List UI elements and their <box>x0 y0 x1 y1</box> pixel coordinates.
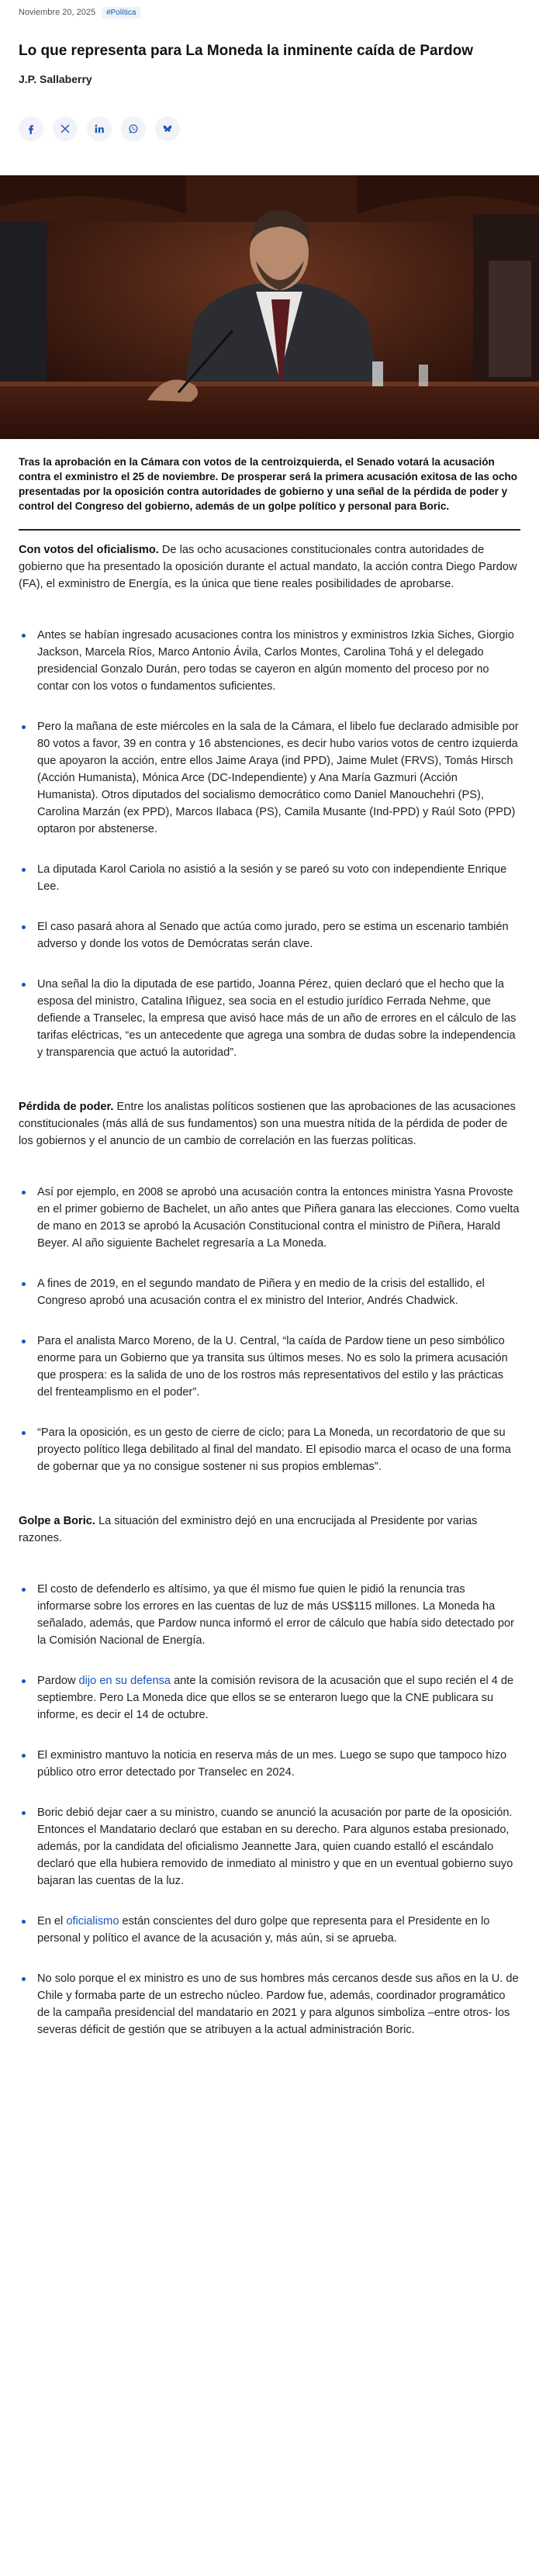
list-item: Para el analista Marco Moreno, de la U. Central, “la caída de Pardow tiene un peso simbólico enorme para un Gobierno que ya transita sus últimos meses. No es solo la primera acusación que prospera: es la salida de uno de los rostros más representativos del estilo y las prácticas del frenteamplismo en el poder”. <box>19 1333 520 1401</box>
list-item: Así por ejemplo, en 2008 se aprobó una acusación contra la entonces ministra Yasna Provoste en el primer gobierno de Bachelet, un año antes que Piñera ganara las elecciones. Como vuelta de mano en 2013 se aprobó la Acusación Constitucional contra el ministro de Piñera, Harald Beyer. Al año siguiente Bachelet regresaría a La Moneda. <box>19 1184 520 1252</box>
list-item: A fines de 2019, en el segundo mandato de Piñera y en medio de la crisis del estallido, el Congreso aprobó una acusación contra el ex ministro del Interior, Andrés Chadwick. <box>19 1275 520 1309</box>
list-item: No solo porque el ex ministro es uno de sus hombres más cercanos desde sus años en la U. de Chile y formaba parte de un estrecho núcleo. Pardow fue, además, coordinador programático de la campaña presidencial del mandatario en 2021 y para algunos simboliza –entre otros- los severas déficit de gestión que se atribuyen a la actual administración Boric. <box>19 1970 520 2038</box>
section-golpe-a-boric <box>19 1513 520 1547</box>
bullet-list <box>19 627 520 1061</box>
category-tag[interactable]: #Política <box>102 7 140 19</box>
text-before-link: En el <box>37 1915 67 1928</box>
text-after-link: están conscientes del duro golpe que representa para el Presidente en lo personal y político el avance de la acusación y, más aún, si se aprueba. <box>37 1915 490 1945</box>
section-text: Entre los analistas políticos sostienen que las aprobaciones de las acusaciones constitucionales (más allá de sus fundamentos) son una muestra nítida de la pérdida de poder de los gobiernos y el anuncio de un cambio de correlación en las fuerzas políticas. <box>19 1101 516 1147</box>
section-heading: Pérdida de poder. <box>19 1101 114 1113</box>
bluesky-icon <box>162 123 173 134</box>
list-item: El caso pasará ahora al Senado que actúa como jurado, pero se estima un escenario también adverso y donde los votos de Demócratas serán clave. <box>19 918 520 953</box>
author-name[interactable]: J.P. Sallaberry <box>19 73 92 85</box>
facebook-share-button[interactable] <box>19 116 43 141</box>
bluesky-share-button[interactable] <box>155 116 180 141</box>
list-item: La diputada Karol Cariola no asistió a la sesión y se pareó su voto con independiente Enrique Lee. <box>19 861 520 895</box>
section-text: La situación del exministro dejó en una encrucijada al Presidente por varias razones. <box>19 1515 478 1544</box>
text-after-link: ante la comisión revisora de la acusación que el supo recién el 4 de septiembre. Pero La Moneda dice que ellos se se enteraron luego que la CNE publicara su informe, es decir el 14 de octubre. <box>37 1675 514 1721</box>
x-share-button[interactable] <box>53 116 78 141</box>
list-item: El exministro mantuvo la noticia en reserva más de un mes. Luego se supo que tampoco hizo público otro error detectado por Transelec en 2024. <box>19 1747 520 1781</box>
list-item: Pero la mañana de este miércoles en la sala de la Cámara, el libelo fue declarado admisible por 80 votos a favor, 39 en contra y 16 abstenciones, es decir hubo varios votos de centro izquierda que apoyaron la acción, entre ellos Jaime Araya (ind PPD), Jaime Mulet (FRVS), Tomás Hirsch (Acción Humanista), Mónica Arce (DC-Independiente) y Ana María Gazmuri (Acción Humanista). Otros diputados del socialismo democrático como Daniel Manouchehri (PS), Carolina Marzán (ex PPD), Marcos Ilabaca (PS), Camila Musante (Ind-PPD) y Raúl Soto (PPD) optaron por abstenerse. <box>19 718 520 838</box>
section-oficialismo <box>19 541 520 593</box>
list-item: Antes se habían ingresado acusaciones contra los ministros y exministros Izkia Siches, Giorgio Jackson, Marcela Ríos, Marco Antonio Ávila, Carlos Montes, Carolina Tohá y el delegado presidencial Gonzalo Durán, pero todas se cayeron en algún momento del proceso por no contar con los votos o fundamentos suficientes. <box>19 627 520 695</box>
x-icon <box>60 123 71 134</box>
list-item: Una señal la dio la diputada de ese partido, Joanna Pérez, quien declaró que el hecho que la esposa del ministro, Catalina Iñiguez, sea socia en el estudio jurídico Ferrada Nehme, que defiende a Transelec, la empresa que avisó hace más de un año de errores en el cálculo de las tarifas eléctricas, “es un antecedente que agrega una sombra de dudas sobre la independencia y transparencia que actuó la autoridad”. <box>19 976 520 1061</box>
linkedin-icon <box>94 123 105 134</box>
article-title: Lo que representa para La Moneda la inminente caída de Pardow <box>19 43 473 59</box>
list-item: El costo de defenderlo es altísimo, ya que él mismo fue quien le pidió la renuncia tras informarse sobre los errores en las cuentas de luz de más US$115 millones. La Moneda ha señalado, además, que Pardow nunca informó el error de cálculo que había sido detectado por la Comisión Nacional de Energía. <box>19 1581 520 1649</box>
facebook-icon <box>26 123 36 134</box>
publish-date: Noviembre 20, 2025 <box>19 8 96 17</box>
article-lead: Tras la aprobación en la Cámara con votos de la centroizquierda, el Senado votará la acusación contra el exministro el 25 de noviembre. De prosperar será la primera acusación exitosa de las ocho presentadas por la oposición contra autoridades de gobierno y una señal de la pérdida de poder y control del Congreso del gobierno, además de un golpe político y personal para Boric. <box>19 456 518 512</box>
list-item <box>19 1672 520 1724</box>
whatsapp-share-button[interactable] <box>121 116 146 141</box>
share-bar <box>19 116 520 141</box>
bullet-list <box>19 1581 520 2038</box>
section-text: De las ocho acusaciones constitucionales contra autoridades de gobierno que ha presentado la oposición durante el actual mandato, la acción contra Diego Pardow (FA), el exministro de Energía, es la única que tiene reales posibilidades de aprobarse. <box>19 544 517 590</box>
section-heading: Con votos del oficialismo. <box>19 544 159 556</box>
oficialismo-link[interactable]: oficialismo <box>66 1915 119 1928</box>
list-item: Boric debió dejar caer a su ministro, cuando se anunció la acusación por parte de la oposición. Entonces el Mandatario declaró que estaban en su derecho. Para algunos estaba presionado, además, por la candidata del oficialismo Jeannette Jara, quien cuando estalló el escándalo declaró que ella hubiera removido de inmediato al ministro y que en un eventual gobierno suyo bajaran las cuentas de la luz. <box>19 1804 520 1890</box>
bullet-list <box>19 1184 520 1475</box>
hero-photo <box>0 175 539 439</box>
whatsapp-icon <box>128 123 139 134</box>
text-before-link: Pardow <box>37 1675 79 1687</box>
defensa-link[interactable]: dijo en su defensa <box>78 1675 171 1687</box>
list-item: “Para la oposición, es un gesto de cierre de ciclo; para La Moneda, un recordatorio de que su proyecto político llega debilitado al final del mandato. El episodio marca el ocaso de una forma de gobernar que ya no consigue sostener ni sus propios emblemas”. <box>19 1424 520 1475</box>
list-item <box>19 1913 520 1947</box>
section-perdida-de-poder <box>19 1098 520 1150</box>
linkedin-share-button[interactable] <box>87 116 112 141</box>
article-meta <box>0 6 539 19</box>
section-heading: Golpe a Boric. <box>19 1515 95 1527</box>
lead-divider <box>19 529 520 531</box>
